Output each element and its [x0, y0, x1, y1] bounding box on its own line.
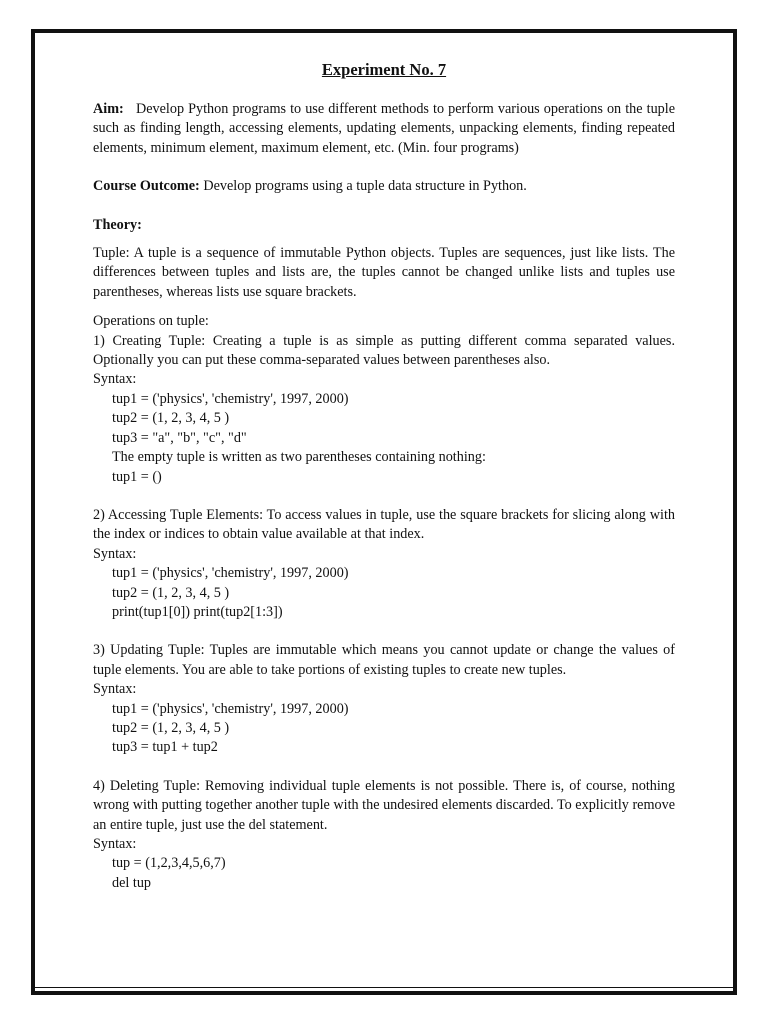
- course-outcome-paragraph: [93, 177, 675, 196]
- course-outcome-label: Course Outcome:: [93, 178, 200, 195]
- aim-text: Develop Python programs to use different methods to perform various operations on the tuple such as finding length, accessing elements, updating elements, unpacking elements, finding repeated elements, minimum element, maximum element, etc. (Min. four programs): [93, 101, 675, 156]
- section-accessing-tuple: [93, 506, 675, 622]
- code-line: del tup: [112, 874, 152, 891]
- section-description: 3) Updating Tuple: Tuples are immutable which means you cannot update or change the values of tuple elements. You are able to take portions of existing tuples to create new tuples.: [93, 642, 675, 678]
- tuple-definition: Tuple: A tuple is a sequence of immutable Python objects. Tuples are sequences, just like lists. The differences between tuples and lists are, the tuples cannot be changed unlike lists and tuples use parentheses, whereas lists use square brackets.: [93, 245, 675, 300]
- code-line: tup1 = (): [112, 468, 162, 485]
- code-line: tup2 = (1, 2, 3, 4, 5 ): [112, 410, 230, 427]
- code-line: tup1 = ('physics', 'chemistry', 1997, 2000): [112, 390, 349, 407]
- section-description: 4) Deleting Tuple: Removing individual tuple elements is not possible. There is, of course, nothing wrong with putting together another tuple with the undesired elements discarded. To explicitly remove an entire tuple, just use the del statement.: [93, 777, 675, 833]
- syntax-label: Syntax:: [93, 545, 137, 562]
- section-creating-tuple: [93, 332, 675, 487]
- section-updating-tuple: [93, 641, 675, 757]
- code-line: print(tup1[0]) print(tup2[1:3]): [112, 603, 283, 620]
- aim-label: Aim:: [93, 101, 124, 117]
- code-line: tup3 = "a", "b", "c", "d": [112, 429, 247, 446]
- section-description: 2) Accessing Tuple Elements: To access values in tuple, use the square brackets for slicing along with the index or indices to obtain value available at that index.: [93, 506, 675, 543]
- syntax-label: Syntax:: [93, 681, 137, 698]
- code-line: tup3 = tup1 + tup2: [112, 739, 218, 756]
- note-line: The empty tuple is written as two parentheses containing nothing:: [112, 449, 486, 466]
- code-line: tup2 = (1, 2, 3, 4, 5 ): [112, 584, 230, 601]
- operations-heading: Operations on tuple:: [93, 313, 209, 330]
- syntax-label: Syntax:: [93, 836, 137, 852]
- course-outcome-text: Develop programs using a tuple data structure in Python.: [203, 178, 527, 195]
- aim-paragraph: [93, 100, 675, 158]
- code-line: tup = (1,2,3,4,5,6,7): [112, 855, 226, 872]
- page-border-bottom-rule: [35, 987, 733, 988]
- section-deleting-tuple: [93, 777, 675, 893]
- code-line: tup1 = ('physics', 'chemistry', 1997, 2000): [112, 565, 349, 582]
- syntax-label: Syntax:: [93, 371, 137, 388]
- theory-heading: Theory:: [93, 216, 142, 233]
- code-line: tup1 = ('physics', 'chemistry', 1997, 2000): [112, 700, 349, 717]
- section-description: 1) Creating Tuple: Creating a tuple is as simple as putting different comma separated values. Optionally you can put these comma-separated values between parentheses also.: [93, 332, 675, 369]
- code-line: tup2 = (1, 2, 3, 4, 5 ): [112, 719, 230, 736]
- page-title: Experiment No. 7: [321, 60, 447, 79]
- document-body: [93, 58, 675, 912]
